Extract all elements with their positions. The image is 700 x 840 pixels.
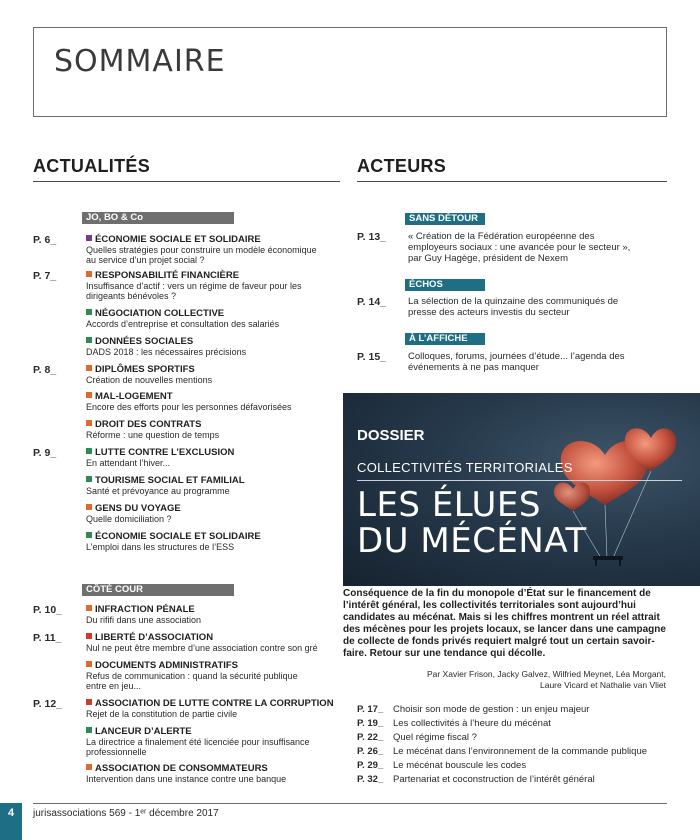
list-item[interactable]: DIPLÔMES SPORTIFS Création de nouvelles mentions [86,364,213,385]
square-bullet-icon [86,365,92,371]
list-item[interactable]: RESPONSABILITÉ FINANCIÈRE Insuffisance d’actif : vers un régime de faveur pour les dirigeants bénévoles ? [86,270,302,301]
list-item[interactable]: MAL-LOGEMENT Encore des efforts pour les personnes défavorisées [86,391,292,412]
footer-text: jurisassociations 569 - 1ᵉʳ décembre 2017 [33,808,219,819]
band-sans-detour: SANS DÉTOUR [405,213,485,225]
list-item[interactable]: NÉGOCIATION COLLECTIVE Accords d’entreprise et consultation des salariés [86,308,280,329]
square-bullet-icon [86,271,92,277]
square-bullet-icon [86,420,92,426]
page-number: P. 7_ [33,270,57,282]
page-number: P. 10_ [33,604,63,616]
section-rule-right [357,181,667,182]
page-footer [0,803,700,823]
list-item[interactable]: TOURISME SOCIAL ET FAMILIAL Santé et prévoyance au programme [86,475,245,496]
page-number-tab: 4 [0,803,22,840]
square-bullet-icon [86,605,92,611]
list-item[interactable]: DONNÉES SOCIALES DADS 2018 : les nécessaires précisions [86,336,247,357]
list-item[interactable]: DOCUMENTS ADMINISTRATIFS Refus de communication : quand la sécurité publique entre en jeu... [86,660,298,691]
band-jo-bo: JO, BO & Co [82,212,234,224]
toc-line[interactable]: P. 22_ Quel régime fiscal ? [357,732,477,743]
page-number: P. 11_ [33,632,62,644]
square-bullet-icon [86,448,92,454]
list-item[interactable]: La sélection de la quinzaine des communiqués de presse des acteurs investis du secteur [408,296,619,318]
page-number: P. 6_ [33,234,57,246]
toc-line[interactable]: P. 32_ Partenariat et coconstruction de l’intérêt général [357,774,595,785]
square-bullet-icon [86,532,92,538]
band-echos: ÉCHOS [405,279,485,291]
list-item[interactable]: ASSOCIATION DE CONSOMMATEURS Intervention dans une instance contre une banque [86,763,287,784]
dossier-authors: Par Xavier Frison, Jacky Galvez, Wilfried Meynet, Léa Morgant, Laure Vicard et Nathalie van Vliet [426,669,666,690]
square-bullet-icon [86,235,92,241]
dossier-subtitle: COLLECTIVITÉS TERRITORIALES [357,460,573,475]
square-bullet-icon [86,661,92,667]
dossier-banner[interactable] [343,393,700,586]
dossier-intro: Conséquence de la fin du monopole d’État sur le financement de l’intérêt général, les collectivités territoriales sont aujourd’hui candidates au mécénat. Mais si les chiffres montrent un réel attrait des mécènes pour les projets locaux, se lancer dans une campagne de collecte de fonds privés requiert malgré tout un certain savoir-faire. Retour sur une tendance qui décolle. [343,588,666,659]
toc-line[interactable]: P. 19_ Les collectivités à l’heure du mécénat [357,718,551,729]
title-box [33,27,667,117]
page-number: P. 15_ [357,351,387,363]
footer-rule [33,803,667,804]
page-title: SOMMAIRE [54,44,226,79]
section-heading-acteurs: ACTEURS [357,156,447,176]
page-number: P. 9_ [33,447,57,459]
list-item[interactable]: INFRACTION PÉNALE Du rififi dans une association [86,604,202,625]
square-bullet-icon [86,476,92,482]
list-item[interactable]: LIBERTÉ D’ASSOCIATION Nul ne peut être membre d’une association contre son gré [86,632,318,653]
list-item[interactable]: « Création de la Fédération européenne des employeurs sociaux : une avancée pour le secteur », par Guy Hagège, président de Nexem [408,231,631,264]
square-bullet-icon [86,337,92,343]
page-number: P. 13_ [357,231,387,243]
list-item[interactable]: DROIT DES CONTRATS Réforme : une question de temps [86,419,220,440]
list-item[interactable]: ÉCONOMIE SOCIALE ET SOLIDAIRE L’emploi dans les structures de l’ESS [86,531,261,552]
square-bullet-icon [86,699,92,705]
square-bullet-icon [86,504,92,510]
list-item[interactable]: LANCEUR D’ALERTE La directrice a finalement été licenciée pour insuffisance professionnelle [86,726,310,757]
band-cote-cour: CÔTÉ COUR [82,584,234,596]
band-a-laffiche: À L’AFFICHE [405,333,485,345]
square-bullet-icon [86,392,92,398]
list-item[interactable]: Colloques, forums, journées d’étude... l’agenda des événements à ne pas manquer [408,351,625,373]
list-item[interactable]: ASSOCIATION DE LUTTE CONTRE LA CORRUPTION Rejet de la constitution de partie civile [86,698,334,719]
square-bullet-icon [86,764,92,770]
section-rule-left [33,181,340,182]
dossier-divider [357,480,682,481]
dossier-label: DOSSIER [357,427,425,444]
list-item[interactable]: LUTTE CONTRE L’EXCLUSION En attendant l’hiver... [86,447,235,468]
section-heading-actualites: ACTUALITÉS [33,156,150,176]
toc-line[interactable]: P. 17_ Choisir son mode de gestion : un enjeu majeur [357,704,590,715]
page-number: P. 12_ [33,698,63,710]
page-number: P. 8_ [33,364,57,376]
square-bullet-icon [86,633,92,639]
toc-line[interactable]: P. 29_ Le mécénat bouscule les codes [357,760,527,771]
square-bullet-icon [86,309,92,315]
toc-line[interactable]: P. 26_ Le mécénat dans l’environnement de la commande publique [357,746,648,757]
list-item[interactable]: ÉCONOMIE SOCIALE ET SOLIDAIRE Quelles stratégies pour construire un modèle économique au service d’un projet social ? [86,234,317,265]
square-bullet-icon [86,727,92,733]
page-number: P. 14_ [357,296,387,308]
list-item[interactable]: GENS DU VOYAGE Quelle domiciliation ? [86,503,181,524]
dossier-headline: LES ÉLUES DU MÉCÉNAT [357,485,587,561]
